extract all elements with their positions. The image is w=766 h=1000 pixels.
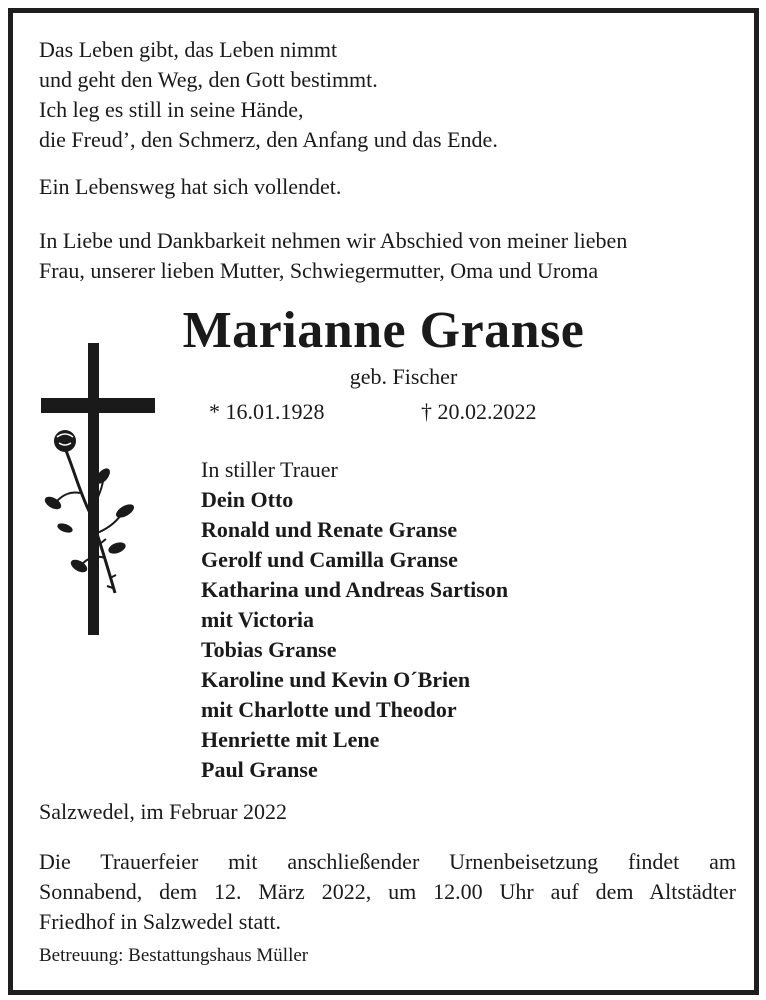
- poem-line: die Freud’, den Schmerz, den Anfang und das Ende.: [39, 127, 498, 152]
- mourner-entry: Karoline und Kevin O´Brien: [201, 667, 471, 692]
- mourner-entry: Katharina und Andreas Sartison: [201, 577, 509, 602]
- intro-line: In Liebe und Dankbarkeit nehmen wir Abschied von meiner lieben: [39, 228, 628, 253]
- mourners-list: [201, 455, 508, 785]
- mourner-entry: Gerolf und Camilla Granse: [201, 547, 458, 572]
- intro-line: Frau, unserer lieben Mutter, Schwiegermutter, Oma und Uroma: [39, 258, 599, 283]
- poem-line: und geht den Weg, den Gott bestimmt.: [39, 67, 378, 92]
- mourner-entry: Paul Granse: [201, 757, 318, 782]
- mourner-entry: mit Victoria: [201, 607, 315, 632]
- deceased-name: Marianne Granse: [182, 302, 585, 359]
- birth-date: * 16.01.1928: [209, 399, 325, 424]
- mourner-entry: Ronald und Renate Granse: [201, 517, 458, 542]
- poem-line: Das Leben gibt, das Leben nimmt: [39, 37, 338, 62]
- mourner-entry: Dein Otto: [201, 487, 294, 512]
- cross-with-rose-icon: [35, 343, 155, 638]
- lebensweg-text: Ein Lebensweg hat sich vollendet.: [39, 174, 342, 199]
- service-info: [39, 847, 736, 937]
- service-line: Friedhof in Salzwedel statt.: [39, 909, 281, 934]
- mourner-entry: Tobias Granse: [201, 637, 337, 662]
- mourner-entry: mit Charlotte und Theodor: [201, 697, 457, 722]
- poem-line: Ich leg es still in seine Hände,: [39, 97, 304, 122]
- mourner-entry: Henriette mit Lene: [201, 727, 380, 752]
- intro-text: [39, 226, 627, 286]
- service-line: Die Trauerfeier mit anschließender Urnenbeisetzung findet am: [39, 849, 736, 874]
- poem: [39, 35, 498, 155]
- place-date: Salzwedel, im Februar 2022: [39, 799, 288, 824]
- mourners-lead: In stiller Trauer: [201, 457, 338, 482]
- maiden-name: geb. Fischer: [349, 364, 458, 389]
- funeral-home: Betreuung: Bestattungshaus Müller: [39, 945, 309, 966]
- obituary-notice: [8, 8, 759, 995]
- death-date: † 20.02.2022: [421, 399, 537, 424]
- service-line: Sonnabend, dem 12. März 2022, um 12.00 Uhr auf dem Altstädter: [39, 879, 736, 904]
